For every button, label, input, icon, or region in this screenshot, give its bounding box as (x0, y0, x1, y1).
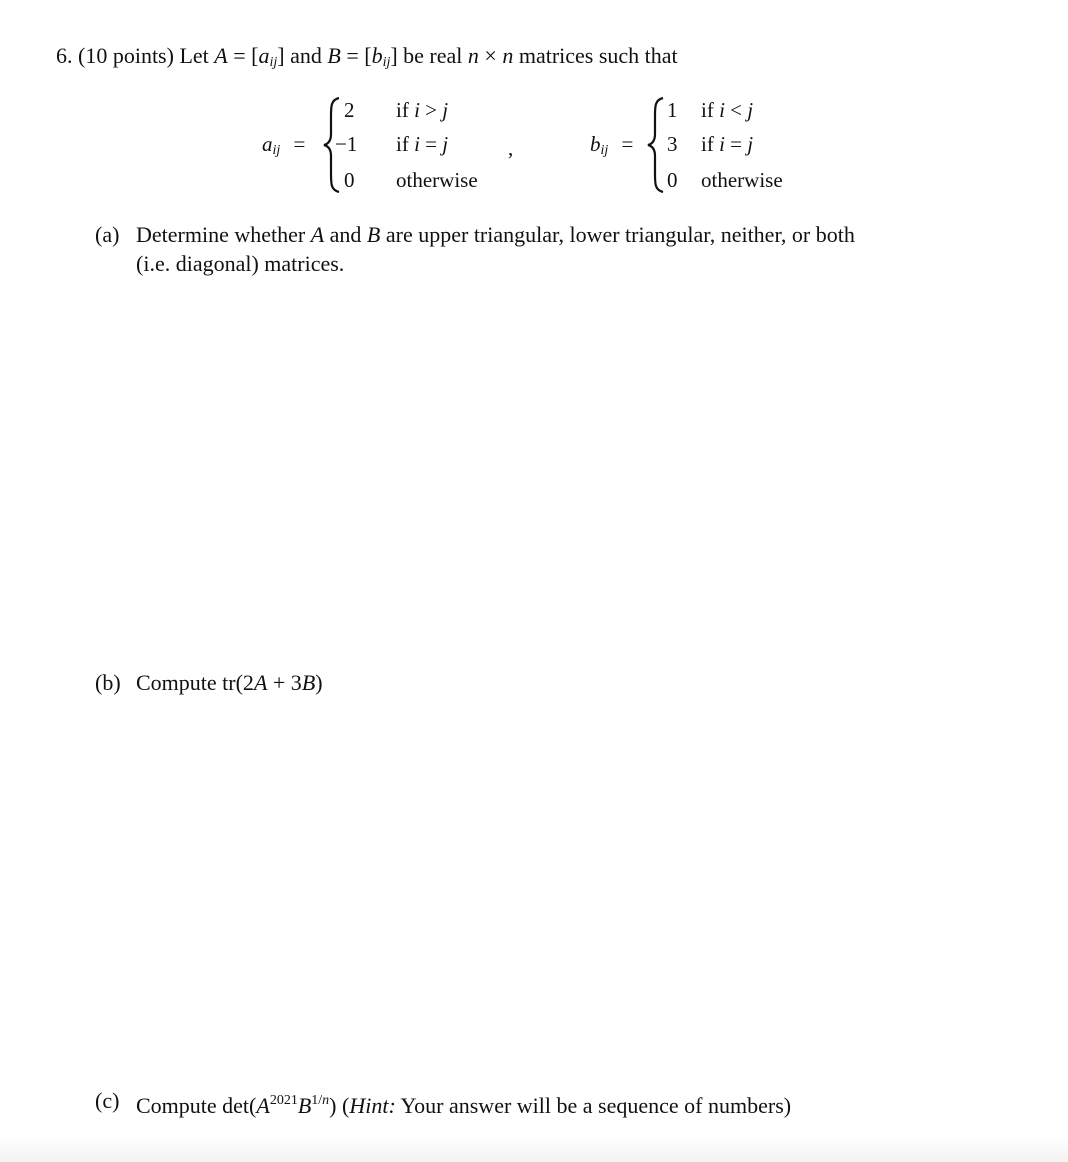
a-case-1-condition: if i > j (396, 98, 449, 122)
a-lhs: $a_{ij}$ = (262, 132, 306, 158)
problem-points: (10 points) (78, 43, 174, 68)
b-case-2-value: 3 (667, 132, 678, 156)
part-a-label: (a) (95, 222, 120, 247)
a-case-2-condition: if i = j (396, 132, 449, 156)
a-case-1-value: 2 (344, 98, 355, 122)
part-c-text: Compute $\det(A^{2021}B^{1/n})$ (Hint: Your answer will be a sequence of numbers) (136, 1093, 792, 1118)
page-bottom-shadow (0, 1136, 1068, 1162)
problem-statement: 6. (10 points) Let $A = [a_{ij}]$ and $B = [b_{ij}]$ be real n × n matrices such that (56, 43, 678, 70)
definition-separator: , (508, 136, 514, 160)
b-left-brace (646, 96, 666, 194)
b-case-3-condition: otherwise (701, 168, 783, 192)
part-b-text: Compute tr(2A + 3B) (136, 670, 323, 695)
part-a-line-2: (i.e. diagonal) matrices. (136, 251, 345, 276)
b-case-2-condition: if i = j (701, 132, 754, 156)
part-b-label: (b) (95, 670, 121, 695)
a-case-3-value: 0 (344, 168, 355, 192)
part-c-label: (c) (95, 1088, 120, 1113)
problem-number: 6. (56, 43, 73, 68)
a-case-2-value: −1 (335, 132, 358, 156)
b-case-1-value: 1 (667, 98, 678, 122)
hint-label: Hint: (349, 1093, 396, 1118)
b-lhs: $b_{ij}$ = (590, 132, 634, 158)
part-a-line-1: Determine whether A and B are upper triangular, lower triangular, neither, or both (136, 222, 855, 247)
b-case-3-value: 0 (667, 168, 678, 192)
a-case-3-condition: otherwise (396, 168, 478, 192)
b-case-1-condition: if i < j (701, 98, 754, 122)
